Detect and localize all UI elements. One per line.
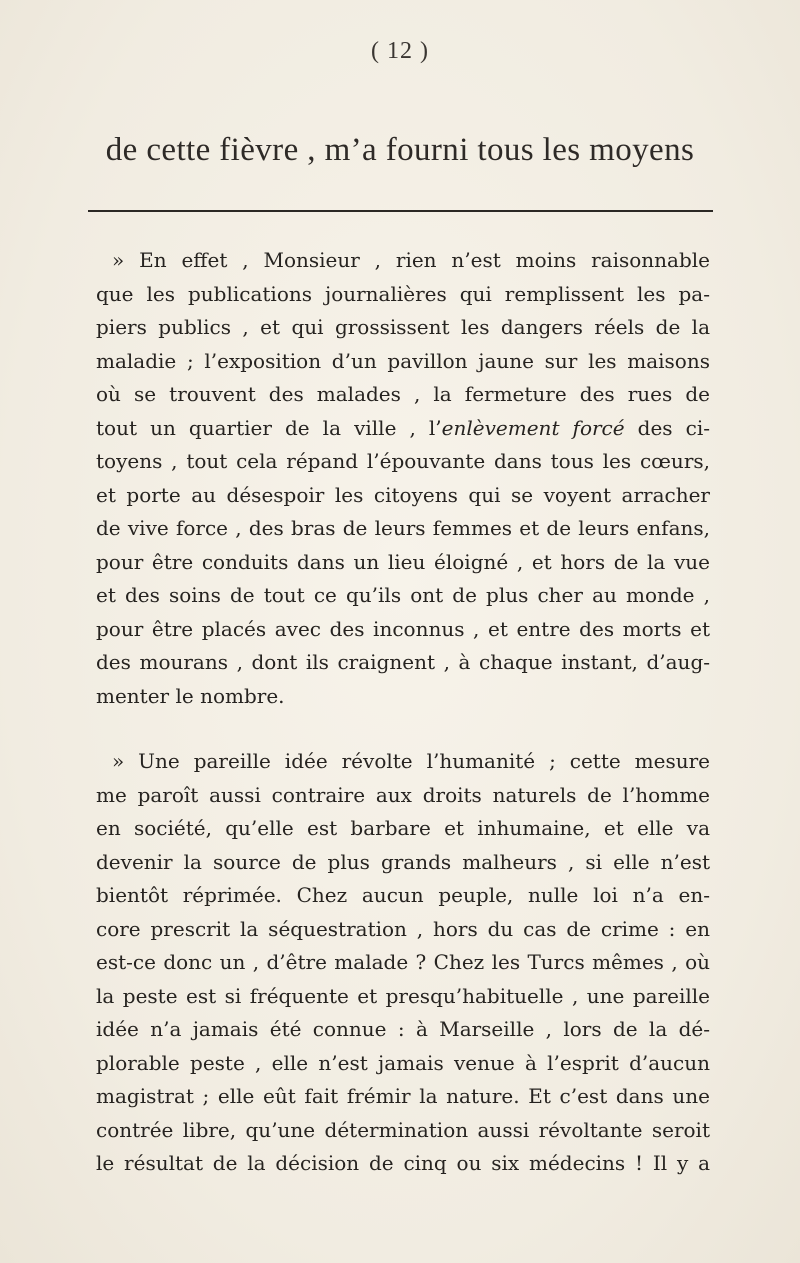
text-line: et porte au désespoir les citoyens qui se voyent arracher [96, 482, 710, 507]
paragraph-1 [96, 244, 710, 713]
text-line: le résultat de la décision de cinq ou six médecins ! Il y a [96, 1151, 710, 1175]
text-line: idée n’a jamais été connue : à Marseille , lors de la dé- [96, 1017, 710, 1041]
body-text [96, 244, 710, 1181]
text-line: core prescrit la séquestration , hors du cas de crime : en [96, 916, 710, 941]
text-line: des mourans , dont ils craignent , à chaque instant, d’aug- [96, 650, 710, 674]
header-rule [88, 210, 713, 212]
paragraph-gap [96, 713, 710, 745]
text-line: pour être conduits dans un lieu éloigné , et hors de la vue [96, 549, 710, 574]
text-line: » En effet , Monsieur , rien n’est moins raisonnable [112, 248, 710, 272]
text-line: que les publications journalières qui remplissent les pa- [96, 281, 710, 306]
text-line: toyens , tout cela répand l’épouvante dans tous les cœurs, [96, 449, 710, 473]
text-line: et des soins de tout ce qu’ils ont de plus cher au monde , [96, 583, 710, 607]
text-line: menter le nombre. [96, 683, 285, 708]
text-line: me paroît aussi contraire aux droits naturels de l’homme [96, 782, 710, 807]
italic-phrase: enlèvement forcé [441, 415, 625, 440]
page-number: ( 12 ) [371, 38, 429, 64]
text-line: tout un quartier de la ville , l’enlèvement forcé des ci- [96, 415, 710, 440]
text-line: de vive force , des bras de leurs femmes et de leurs enfans, [96, 516, 710, 540]
text-line: en société, qu’elle est barbare et inhumaine, et elle va [96, 816, 710, 840]
text-line: maladie ; l’exposition d’un pavillon jaune sur les maisons [96, 348, 710, 373]
text-line: magistrat ; elle eût fait frémir la nature. Et c’est dans une [96, 1084, 710, 1108]
text-line: où se trouvent des malades , la fermeture des rues de [96, 382, 710, 406]
text-line: pour être placés avec des inconnus , et entre des morts et [96, 616, 710, 641]
paragraph-2 [96, 745, 710, 1181]
text-line: devenir la source de plus grands malheurs , si elle n’est [96, 849, 710, 874]
text-line: piers publics , et qui grossissent les dangers réels de la [96, 315, 710, 339]
text-line: contrée libre, qu’une détermination aussi révoltante seroit [96, 1117, 710, 1142]
text-line: » Une pareille idée révolte l’humanité ; cette mesure [112, 749, 710, 773]
text-line: est-ce donc un , d’être malade ? Chez les Turcs mêmes , où [96, 950, 710, 974]
text-line: la peste est si fréquente et presqu’habituelle , une pareille [96, 983, 710, 1008]
running-head: de cette fièvre , m’a fourni tous les moyens [105, 132, 695, 168]
text-line: bientôt réprimée. Chez aucun peuple, nulle loi n’a en- [96, 883, 710, 907]
text-line: plorable peste , elle n’est jamais venue à l’esprit d’aucun [96, 1050, 710, 1075]
